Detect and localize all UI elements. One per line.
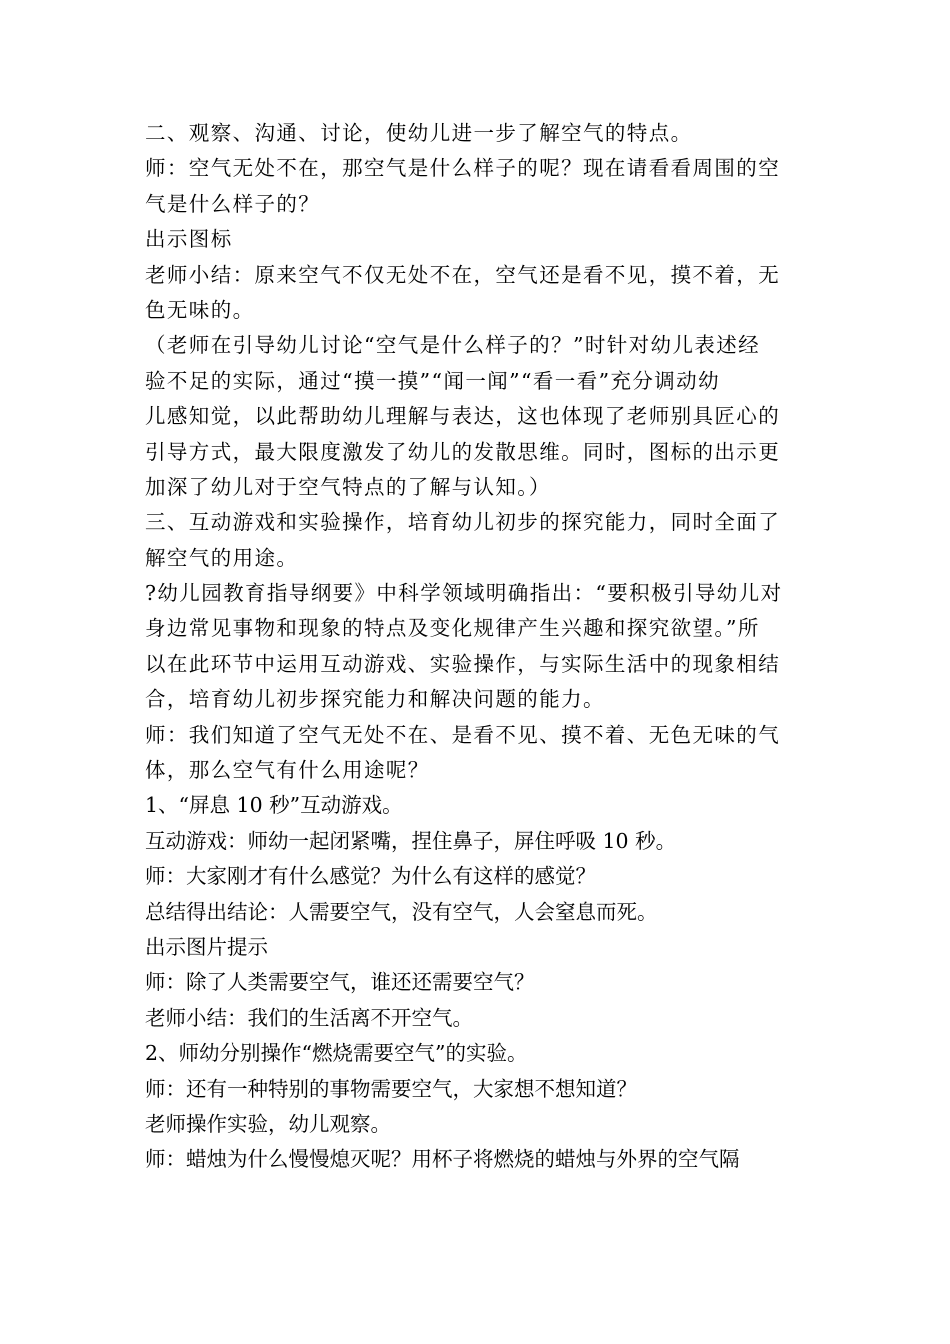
paragraph-line: 加深了幼儿对于空气特点的了解与认知。） <box>145 474 551 499</box>
paragraph-line: 师：还有一种特别的事物需要空气，大家想不想知道？ <box>145 1076 637 1101</box>
paragraph-line: 引导方式，最大限度激发了幼儿的发散思维。同时，图标的出示更 <box>145 439 781 464</box>
section-heading-3: 三、互动游戏和实验操作，培育幼儿初步的探究能力，同时全面了 <box>145 510 781 535</box>
document-body <box>145 116 810 1178</box>
paragraph-line: 老师操作实验，幼儿观察。 <box>145 1111 391 1136</box>
paragraph-line: （老师在引导幼儿讨论“空气是什么样子的？”时针对幼儿表述经 <box>145 333 761 358</box>
paragraph-line: ?幼儿园教育指导纲要》中科学领域明确指出：“要积极引导幼儿对 <box>145 581 783 606</box>
paragraph-line: 师：我们知道了空气无处不在、是看不见、摸不着、无色无味的气 <box>145 722 781 747</box>
paragraph-line: 合，培育幼儿初步探究能力和解决问题的能力。 <box>145 687 605 712</box>
paragraph-line: 师：空气无处不在，那空气是什么样子的呢？现在请看看周围的空 <box>145 156 781 181</box>
paragraph-line: 色无味的。 <box>145 297 255 322</box>
paragraph-line: 体，那么空气有什么用途呢？ <box>145 758 430 783</box>
paragraph-line: 出示图标 <box>145 227 233 252</box>
paragraph-line: 验不足的实际，通过“摸一摸”“闻一闻”“看一看”充分调动幼 <box>145 368 720 393</box>
section-heading-2: 二、观察、沟通、讨论，使幼儿进一步了解空气的特点。 <box>145 121 693 145</box>
paragraph-line: 儿感知觉，以此帮助幼儿理解与表达，这也体现了老师别具匠心的 <box>145 404 781 429</box>
subsection-heading-1: 1、“屏息 10 秒”互动游戏。 <box>145 793 403 818</box>
paragraph-line: 以在此环节中运用互动游戏、实验操作，与实际生活中的现象相结 <box>145 651 781 676</box>
paragraph-line: 身边常见事物和现象的特点及变化规律产生兴趣和探究欲望。”所 <box>145 616 760 641</box>
paragraph-line: 师：蜡烛为什么慢慢熄灭呢？用杯子将燃烧的蜡烛与外界的空气隔 <box>145 1147 740 1172</box>
paragraph-line: 互动游戏：师幼一起闭紧嘴，捏住鼻子，屏住呼吸 10 秒。 <box>145 828 677 853</box>
paragraph-line: 老师小结：原来空气不仅无处不在，空气还是看不见，摸不着，无 <box>145 262 781 287</box>
paragraph-line: 解空气的用途。 <box>145 545 299 570</box>
subsection-heading-2: 2、师幼分别操作“燃烧需要空气”的实验。 <box>145 1041 528 1066</box>
paragraph-line: 气是什么样子的？ <box>145 191 321 216</box>
paragraph-line: 总结得出结论：人需要空气，没有空气，人会窒息而死。 <box>145 899 658 924</box>
paragraph-line: 师：大家刚才有什么感觉？为什么有这样的感觉？ <box>145 864 596 889</box>
paragraph-line: 老师小结：我们的生活离不开空气。 <box>145 1005 473 1030</box>
paragraph-line: 出示图片提示 <box>145 934 268 959</box>
paragraph-line: 师：除了人类需要空气，谁还还需要空气？ <box>145 970 535 995</box>
